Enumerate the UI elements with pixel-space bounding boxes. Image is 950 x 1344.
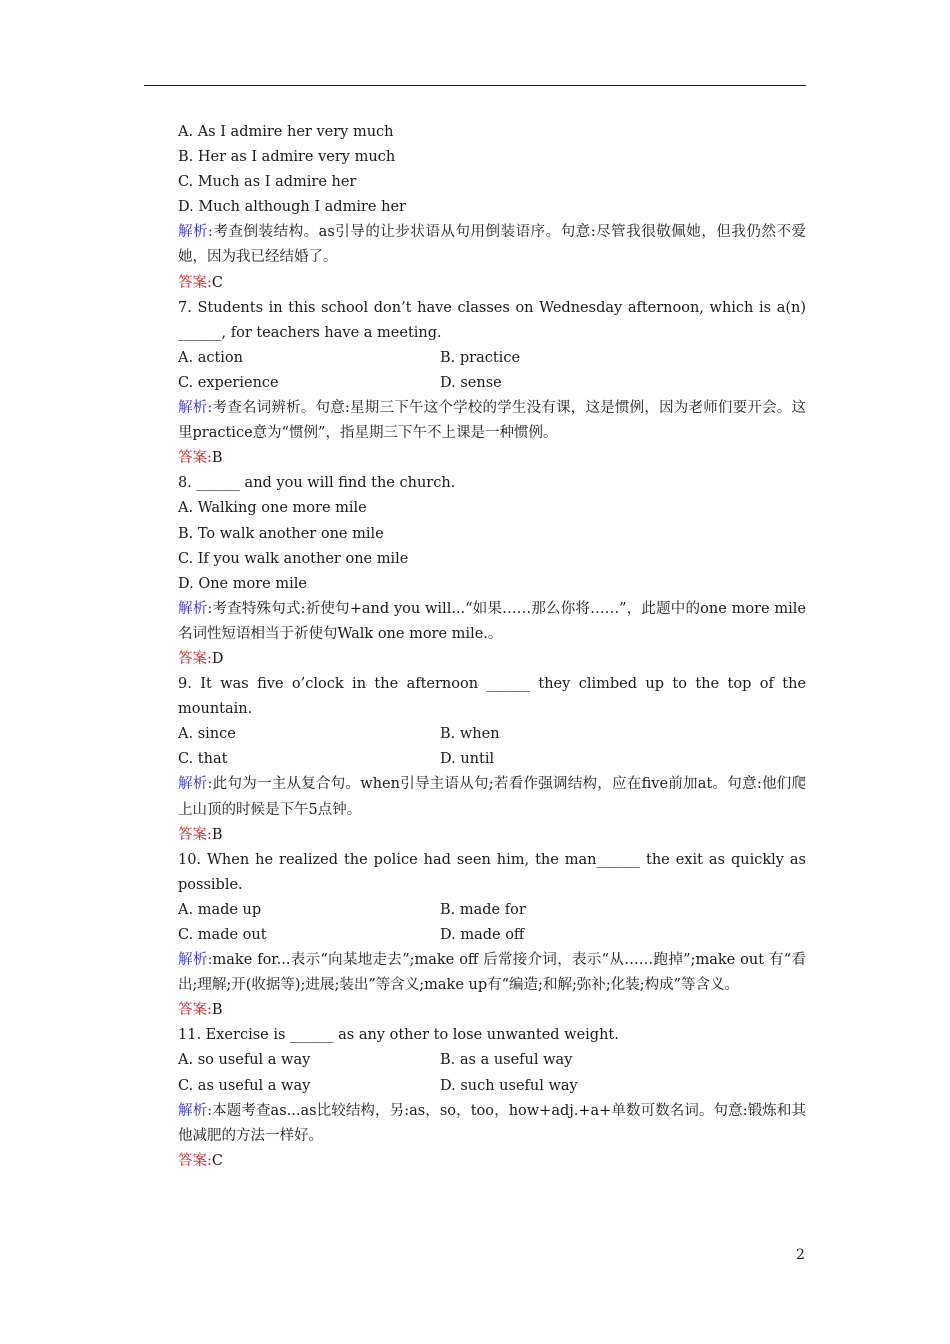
q10-options-row-2 [144, 923, 806, 948]
q11-option-d: D. such useful way [440, 1077, 578, 1094]
analysis-text: make for...表示“向某地走去”;make off 后常接介词，表示“从……跑掉”;make out 有“看出;理解;开(收据等);进展;装出”等含义;make up有“编造;和解;弥补;化装;构成”等含义。 [178, 952, 806, 994]
q11-option-c: C. as useful a way [178, 1077, 311, 1094]
q10-option-a: A. made up [178, 901, 262, 918]
analysis-text: 考查名词辨析。句意:星期三下午这个学校的学生没有课，这是惯例，因为老师们要开会。这里practice意为“惯例”，指星期三下午不上课是一种惯例。 [178, 400, 806, 442]
q8-answer [144, 647, 806, 672]
answer-label: 答案: [178, 450, 212, 467]
q10-option-c: C. made out [178, 927, 267, 943]
q8-option-d: D. One more mile [178, 575, 307, 592]
q11-options-row-2 [144, 1074, 806, 1099]
q10-option-b: B. made for [440, 901, 526, 918]
q7-analysis [144, 396, 806, 446]
q7-stem: 7. Students in this school don’t have classes on Wednesday afternoon, which is a(n) ______, for teachers have a meeting. [178, 299, 806, 341]
q11-analysis [144, 1099, 806, 1149]
answer-value: D [211, 650, 224, 667]
q10-options-row-1 [144, 898, 806, 923]
analysis-label: 解析: [178, 1102, 213, 1119]
q11-option-a: A. so useful a way [178, 1052, 311, 1069]
q8-option-b: B. To walk another one mile [178, 525, 384, 542]
analysis-text: 考查特殊句式:祈使句+and you will...“如果……那么你将……”，此题中的one more mile名词性短语相当于祈使句Walk one more mile.。 [178, 600, 806, 642]
q6-option-a: A. As I admire her very much [178, 124, 394, 140]
q8-analysis [144, 597, 806, 647]
q11-answer [144, 1149, 806, 1174]
q8-option-a: A. Walking one more mile [178, 500, 367, 517]
q7-option-c: C. experience [178, 374, 279, 391]
q11-option-b: B. as a useful way [440, 1052, 573, 1069]
q6-option-d: D. Much although I admire her [178, 199, 406, 216]
q8-option-c: C. If you walk another one mile [178, 550, 409, 567]
q10-answer [144, 998, 806, 1023]
q7-option-b: B. practice [440, 349, 521, 366]
answer-value: B [211, 1002, 223, 1019]
q11-options-row-1 [144, 1048, 806, 1073]
document-body [144, 120, 806, 1174]
q9-option-a: A. since [178, 726, 236, 743]
q9-option-b: B. when [440, 726, 500, 743]
q9-options-row-2 [144, 747, 806, 772]
q7-options-row-2 [144, 371, 806, 396]
page-number: 2 [796, 1247, 805, 1263]
q10-option-d: D. made off [440, 927, 525, 943]
q7-answer [144, 446, 806, 471]
analysis-text: 本题考查as...as比较结构，另:as，so，too，how+adj.+a+单数可数名词。句意:锻炼和其他减肥的方法一样好。 [178, 1102, 806, 1144]
q9-option-d: D. until [440, 751, 495, 768]
analysis-label: 解析: [178, 400, 213, 417]
answer-label: 答案: [178, 1002, 212, 1019]
q10-analysis [144, 948, 806, 998]
q7-option-d: D. sense [440, 374, 502, 391]
q10-stem: 10. When he realized the police had seen him, the man______ the exit as quickly as possible. [178, 851, 806, 893]
q8-stem: 8. ______ and you will find the church. [178, 475, 456, 492]
q11-stem: 11. Exercise is ______ as any other to lose unwanted weight. [178, 1027, 619, 1044]
q6-answer [144, 271, 806, 296]
answer-value: B [211, 826, 223, 843]
q9-options-row-1 [144, 722, 806, 747]
analysis-label: 解析: [178, 776, 213, 793]
analysis-text: 此句为一主从复合句。when引导主语从句;若看作强调结构，应在five前加at。句意:他们爬上山顶的时候是下午5点钟。 [178, 776, 807, 818]
answer-value: C [211, 1152, 223, 1169]
answer-value: B [211, 450, 223, 467]
header-rule [144, 85, 806, 86]
answer-label: 答案: [178, 650, 212, 667]
q7-options-row-1 [144, 346, 806, 371]
analysis-label: 解析: [178, 952, 213, 969]
q6-option-c: C. Much as I admire her [178, 174, 357, 191]
q7-option-a: A. action [178, 349, 243, 366]
q9-option-c: C. that [178, 751, 228, 768]
answer-label: 答案: [178, 1152, 212, 1169]
answer-value: C [211, 274, 223, 291]
analysis-label: 解析: [178, 600, 213, 617]
q6-option-b: B. Her as I admire very much [178, 149, 396, 166]
answer-label: 答案: [178, 826, 212, 843]
q9-analysis [144, 772, 806, 822]
analysis-label: 解析: [178, 224, 213, 241]
q6-analysis [144, 220, 806, 270]
answer-label: 答案: [178, 274, 212, 291]
q9-stem: 9. It was five o’clock in the afternoon ______ they climbed up to the top of the mountain. [178, 676, 806, 718]
analysis-text: 考查倒装结构。as引导的让步状语从句用倒装语序。句意:尽管我很敬佩她，但我仍然不爱她，因为我已经结婚了。 [178, 224, 807, 266]
q9-answer [144, 823, 806, 848]
